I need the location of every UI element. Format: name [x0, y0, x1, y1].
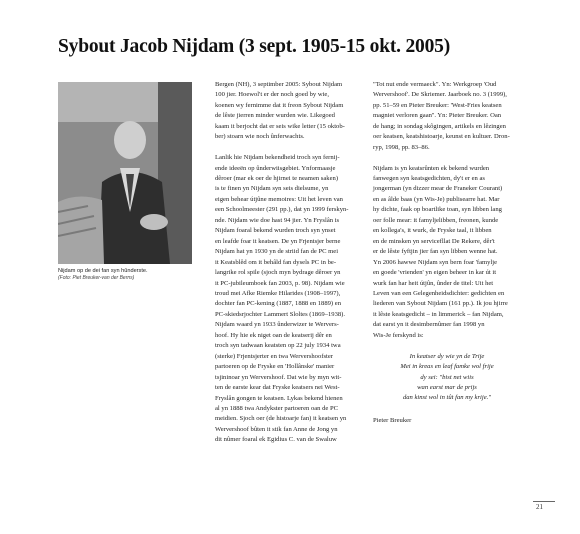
text-line: eigen behear útjûne memoires: Uit het leven van	[215, 195, 343, 203]
text-line: pp. 51–59 en Pieter Breuker: 'West-Fries keatsen	[373, 101, 502, 109]
portrait-photo	[58, 82, 192, 264]
text-line: (sterke) Frjentsjerter en twa Wervershoofster	[215, 352, 333, 360]
text-line: liederen van Sybout Nijdam (161 pp.). Ik jou hjirre	[373, 300, 508, 308]
text-line: Yn 2006 hawwe Nijdam syn bern foar 'famylje	[373, 258, 498, 266]
text-line: tsjininoar yn Wervershoof. Dat wie by myn wit-	[215, 373, 342, 381]
text-line: it Keatsblêd om it behâld fan dysels PC in be-	[215, 258, 337, 266]
text-line: al yn 1888 twa Andykster partoeren oan de PC	[215, 404, 339, 412]
text-line: oer folle mear: it famyljelibben, freonen, kunde	[373, 216, 499, 224]
text-line: een Schoolmeester (291 pp.), dat yn 1999 ferskyn-	[215, 206, 349, 214]
text-column-2	[373, 80, 521, 437]
text-line: en leafde foar it keatsen. De yn Frjentsjer berne	[215, 237, 341, 245]
text-line: ryp, 1998, pp. 83–86.	[373, 143, 430, 151]
paragraph	[373, 80, 521, 153]
text-line: en goede 'vrienden' yn eigen beheer in kar út it	[373, 269, 497, 277]
text-line: langrike rol spile (sjoch myn bydrage dêroer yn	[215, 269, 341, 277]
text-line: kaam it berjocht dat er seis wike letter (15 oktob-	[215, 122, 345, 130]
text-column-1	[215, 80, 363, 456]
text-line: koenen wy fernimme dat it freon Sybout Nijdam	[215, 101, 344, 109]
poem-line: In keatser dy wie yn de Trije	[409, 352, 485, 360]
photo-caption	[58, 268, 208, 282]
text-line: Leven van een Gelegenheidsdichter: gedichten en	[373, 290, 505, 297]
text-line: ber) stoarn wie noch ûnferwachts.	[215, 133, 305, 141]
poem	[373, 352, 521, 404]
text-line: magniet verloren gaan''. Yn: Pieter Breuker. Oan	[373, 112, 502, 120]
poem-line: dan kinst wol in tût fan my krije."	[402, 394, 492, 402]
text-line: dit nûmer foaral ek Egidius C. van de Swaluw	[215, 436, 337, 444]
text-line: jongerman (yn dizzer mear de Franeker Courant)	[373, 185, 503, 193]
text-line: Nijdam waard yn 1933 ûnderwizer te Wervers-	[215, 321, 339, 329]
text-line: Wervershoof bûten it stik fan Anne de Jong yn	[215, 425, 338, 433]
text-line: partoeren op de Fryske en 'Hollânske' manier	[215, 363, 335, 371]
article-title: Sybout Jacob Nijdam (3 sept. 1905-15 okt. 2005)	[58, 36, 450, 57]
text-line: troud mei Afke Riemke Hilarides (1908–1997),	[215, 290, 341, 297]
poem-line: wan earst mar de prijs	[417, 384, 477, 392]
poem-line: dy sei: "bist net wiis	[420, 373, 474, 381]
caption-credit: (Foto: Piet Breuker-van der Berns)	[58, 275, 135, 281]
text-line: er de lêste fyftjin jier fan syn libben wenne hat.	[373, 248, 498, 256]
text-line: Fryslân gongen te keatsen. Lykas bekend hienen	[215, 394, 343, 402]
text-line: 100 jier. Hoewol't er der noch goed by wie,	[215, 91, 329, 99]
text-line: ende ideeën op ûnderwiisgebiet. Ynformaasje	[215, 164, 336, 172]
text-line: en de minsken yn servicefllat De Rekere, dêr't	[373, 237, 495, 245]
text-line: Lanlik hie Nijdam bekendheid troch syn fernij-	[215, 154, 340, 162]
portrait-photo-illustration	[58, 82, 192, 264]
poem-line: Mei in kreas en leaf famke wol frije	[400, 363, 494, 371]
page-number: 21	[536, 503, 543, 511]
text-line: Wis-Je ferskynd is:	[373, 331, 424, 339]
text-line: dat earst yn it desimbernûmer fan 1998 yn	[373, 321, 485, 329]
text-line: "Tot nut ende vermaeck". Yn: Werkgroep 'Oud	[373, 81, 497, 88]
text-line: wurk fan har heit útjûn, ûnder de titel: Uit het	[373, 279, 494, 287]
text-line: Nijdam is yn keatsrûnten ek bekend wurden	[373, 164, 490, 172]
text-line: Nijdam foaral bekend wurden troch syn ynset	[215, 227, 336, 235]
text-line: oer keatsen, keatshistoarje, keunst en kultuer. Dron-	[373, 133, 510, 141]
text-line: nde. Nijdam wie doe hast 94 jier. Yn Fryslân is	[215, 216, 340, 224]
text-line: is te finen yn Nijdam syn seis dielsume, yn	[215, 185, 329, 193]
text-line: de lêste jierren minder wurden wie. Likegoed	[215, 112, 335, 120]
text-line: hy dichte, faak op boartlike toan, syn libben lang	[373, 206, 502, 214]
paragraph	[373, 164, 521, 342]
text-line: dêroer (mar ek oer de hjirnei te neamen saken)	[215, 175, 339, 183]
paragraph	[215, 153, 363, 446]
text-line: hoof. Hy hie ek niget oan de keatserij dêr en	[215, 331, 332, 339]
text-line: ten de earste kear dat Fryske keatsers nei West-	[215, 384, 340, 392]
footer-rule	[533, 501, 555, 502]
text-line: en kollega's, it wurk, de Fryske taal, it libben	[373, 227, 492, 235]
text-line: Wervershoof'. De Skriemer. Jaarboek no. 3 (1999),	[373, 91, 507, 99]
text-line: en as âlde baas (yn Wis-Je) publisearre hat. Mar	[373, 195, 500, 203]
text-line: Nijdam hat yn 1930 yn de striid fan de PC mei	[215, 248, 339, 256]
text-line: PC-skiedsrjochter Lammert Sloltes (1869–1938).	[215, 310, 346, 318]
text-line: meidien. Sjoch oer (de histoarje fan) it keatsen yn	[215, 415, 347, 423]
text-line: it PC-jubileumboek fan 2003, p. 98). Nijdam wie	[215, 279, 345, 287]
text-line: de hang; in sondag skôgingen, artikels en lêzingen	[373, 122, 506, 130]
paragraph	[215, 80, 363, 143]
text-line: dochter fan PC-kening (1887, 1888 en 1889) en	[215, 300, 341, 308]
signature: Pieter Breuker	[373, 416, 412, 424]
text-line: troch syn tadwaan keatsten op 22 july 1934 twa	[215, 342, 341, 350]
caption-text: Nijdam op de dei fan syn hûnderste.	[58, 268, 148, 274]
text-line: fanwegen syn keatsgedichten, dy't er en as	[373, 175, 485, 183]
text-line: Bergen (NH), 3 septimber 2005: Sybout Nijdam	[215, 81, 343, 88]
text-line: it lêste keatsgedicht – in limmerick – fan Nijdam,	[373, 310, 504, 318]
